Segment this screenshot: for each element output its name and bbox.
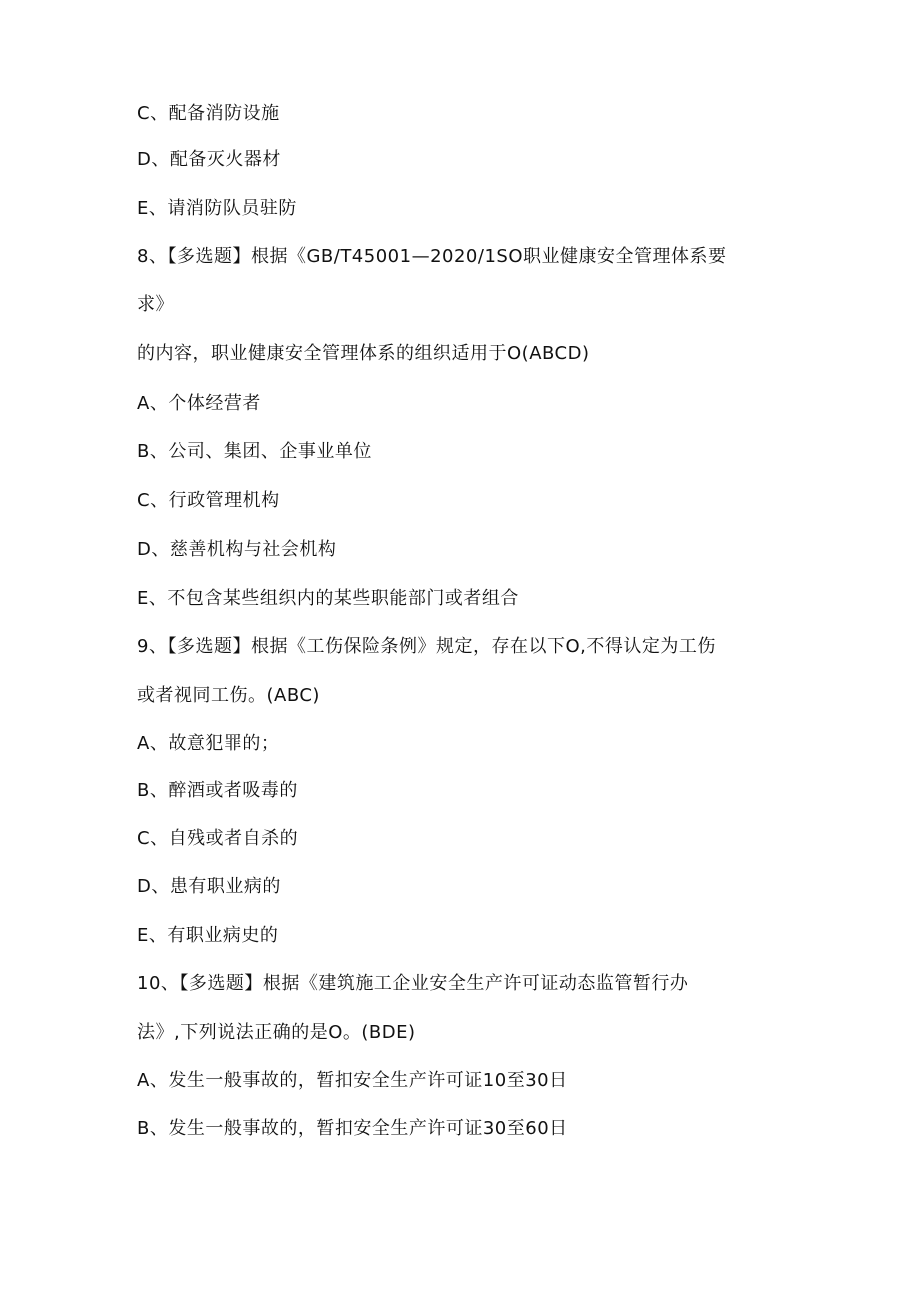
q8-question-line-1: 8、【多选题】根据《GB/T45001—2020/1SO职业健康安全管理体系要 <box>137 246 727 267</box>
q9-option-c: C、自残或者自杀的 <box>137 828 299 849</box>
q7-option-d: D、配备灭火器材 <box>137 149 281 170</box>
q10-option-a: A、发生一般事故的，暂扣安全生产许可证10至30日 <box>137 1070 568 1091</box>
q8-option-c: C、行政管理机构 <box>137 490 280 511</box>
q7-option-c: C、配备消防设施 <box>137 103 280 124</box>
q8-option-b: B、公司、集团、企事业单位 <box>137 441 372 462</box>
q8-question-line-2: 求》 <box>137 294 174 315</box>
q9-option-d: D、患有职业病的 <box>137 876 281 897</box>
q8-question-line-3: 的内容，职业健康安全管理体系的组织适用于O(ABCD) <box>137 343 590 364</box>
q8-option-a: A、个体经营者 <box>137 393 261 414</box>
q9-option-e: E、有职业病史的 <box>137 925 279 946</box>
q9-option-b: B、醉酒或者吸毒的 <box>137 780 298 801</box>
q9-question-line-1: 9、【多选题】根据《工伤保险条例》规定，存在以下O,不得认定为工伤 <box>137 636 716 657</box>
q8-option-d: D、慈善机构与社会机构 <box>137 539 337 560</box>
q9-question-line-2: 或者视同工伤。(ABC) <box>137 685 320 706</box>
q8-option-e: E、不包含某些组织内的某些职能部门或者组合 <box>137 588 519 609</box>
q10-option-b: B、发生一般事故的，暂扣安全生产许可证30至60日 <box>137 1118 568 1139</box>
q10-question-line-1: 10、【多选题】根据《建筑施工企业安全生产许可证动态监管暂行办 <box>137 973 689 994</box>
q10-question-line-2: 法》,下列说法正确的是O。(BDE) <box>137 1022 416 1043</box>
q7-option-e: E、请消防队员驻防 <box>137 198 297 219</box>
q9-option-a: A、故意犯罪的； <box>137 733 280 754</box>
